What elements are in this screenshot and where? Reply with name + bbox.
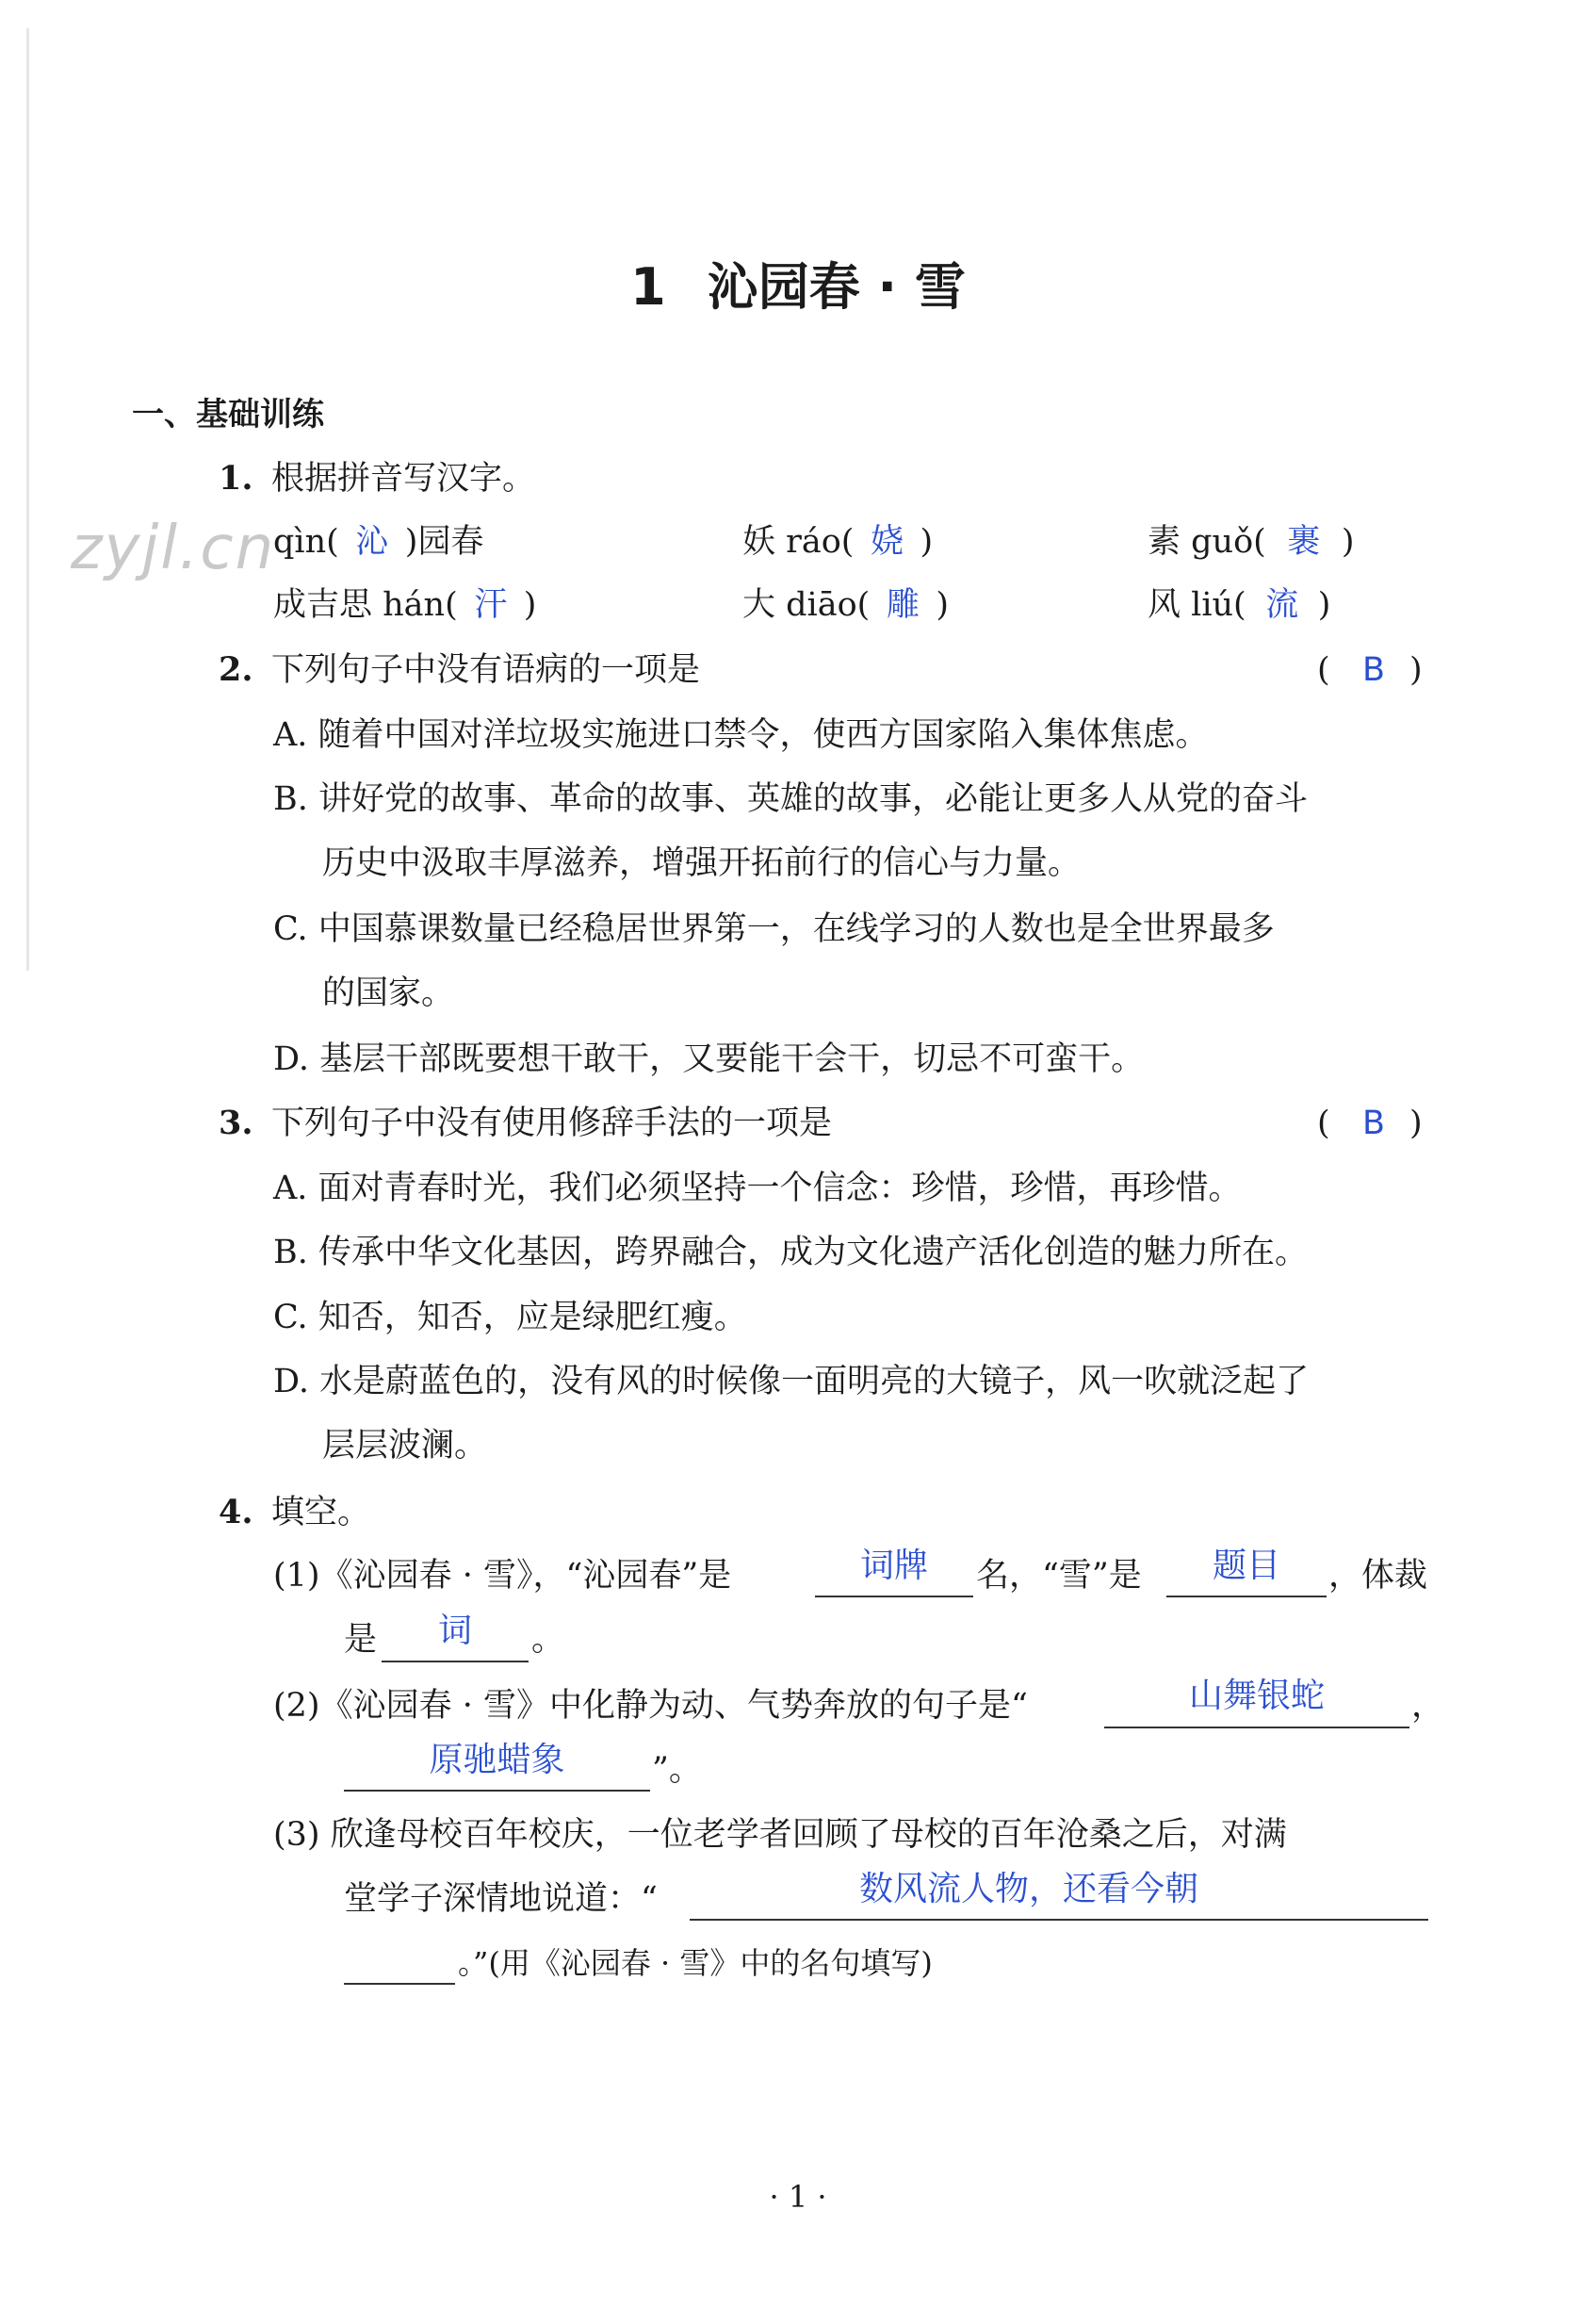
lesson-title — [0, 247, 1596, 319]
q1-text: 根据拼音写汉字。 — [271, 460, 536, 498]
q2-number: 2. — [219, 650, 253, 689]
watermark: zyjl.cn — [71, 514, 276, 583]
q4-number: 4. — [219, 1493, 253, 1531]
q4-p2-text-c: ”。 — [652, 1751, 702, 1789]
q4-p1-blank-3 — [382, 1661, 529, 1662]
q3-answer: B — [1361, 1105, 1385, 1142]
q3-stem — [219, 1100, 832, 1147]
lesson-title-text: 沁园春 · 雪 — [707, 257, 966, 317]
answer-1: 沁 — [355, 523, 389, 561]
q4-p2-text-b: ， — [1411, 1687, 1445, 1725]
q2-answer: B — [1361, 651, 1385, 689]
q4-text: 填空。 — [271, 1494, 371, 1531]
q2-stem — [219, 647, 700, 694]
q1-item-2: 妖 ráo( 娆 ) — [742, 518, 933, 565]
q3-option-d-cont: 层层波澜。 — [322, 1427, 488, 1465]
q4-p1-blank-2 — [1166, 1596, 1327, 1597]
q1-stem — [219, 455, 535, 502]
q4-p1-text-c: ，体裁 — [1328, 1557, 1428, 1595]
q4-p1-blank-1 — [815, 1596, 973, 1597]
q2-option-c-cont: 的国家。 — [322, 974, 455, 1012]
q4-p3-blank-line-1 — [690, 1919, 1428, 1921]
q4-p2-answer-2: 原驰蜡象 — [429, 1741, 565, 1779]
q1-item-1: qìn( 沁 )园春 — [273, 518, 483, 565]
q4-p1-answer-1: 词牌 — [859, 1547, 928, 1585]
q4-p1-text-a: (1)《沁园春 · 雪》，“沁园春”是 — [273, 1557, 732, 1595]
q1-number: 1. — [219, 459, 253, 498]
q4-p2-blank-1 — [1104, 1727, 1409, 1728]
q4-p1-text-d: 是 — [344, 1621, 378, 1659]
section-heading: 一、基础训练 — [132, 396, 324, 434]
q2-option-a: A. 随着中国对洋垃圾实施进口禁令，使西方国家陷入集体焦虑。 — [273, 716, 1209, 754]
q1-item-3: 素 guǒ( 裹 ) — [1148, 518, 1354, 565]
q4-p1-answer-2: 题目 — [1212, 1547, 1280, 1585]
q2-option-b-cont: 历史中汲取丰厚滋养，增强开拓前行的信心与力量。 — [322, 844, 1082, 882]
q4-stem — [219, 1489, 370, 1536]
q4-p3-blank-line-2 — [344, 1983, 455, 1985]
q4-p3-text-a: (3) 欣逢母校百年校庆，一位老学者回顾了母校的百年沧桑之后，对满 — [273, 1816, 1287, 1854]
answer-5: 雕 — [886, 586, 920, 624]
q4-p1-text-e: 。 — [531, 1621, 565, 1659]
q3-option-d: D. 水是蔚蓝色的，没有风的时候像一面明亮的大镜子，风一吹就泛起了 — [273, 1363, 1310, 1400]
q1-item-5: 大 diāo( 雕 ) — [742, 581, 949, 629]
q1-item-4: 成吉思 hán( 汗 ) — [273, 581, 536, 629]
q3-option-a: A. 面对青春时光，我们必须坚持一个信念：珍惜，珍惜，再珍惜。 — [273, 1170, 1242, 1207]
q3-text: 下列句子中没有使用修辞手法的一项是 — [271, 1105, 833, 1142]
answer-3: 裹 — [1287, 523, 1321, 561]
q4-p3-text-c: 。”(用《沁园春 · 雪》中的名句填写) — [458, 1945, 933, 1981]
q1-item-6: 风 liú( 流 ) — [1148, 581, 1330, 629]
binding-shadow — [26, 28, 29, 971]
q4-p2-answer-1: 山舞银蛇 — [1188, 1677, 1325, 1715]
q2-paren-close: ) — [1409, 651, 1423, 689]
q2-option-c: C. 中国慕课数量已经稳居世界第一，在线学习的人数也是全世界最多 — [273, 910, 1275, 948]
q3-option-c: C. 知否，知否，应是绿肥红瘦。 — [273, 1299, 747, 1336]
q4-p1-text-b: 名，“雪”是 — [976, 1557, 1142, 1595]
q3-option-b: B. 传承中华文化基因，跨界融合，成为文化遗产活化创造的魅力所在。 — [273, 1234, 1308, 1271]
q4-p2-text-a: (2)《沁园春 · 雪》中化静为动、气势奔放的句子是“ — [273, 1687, 1028, 1725]
answer-4: 汗 — [474, 586, 508, 624]
q4-p1-answer-3: 词 — [437, 1612, 472, 1650]
q4-p3-answer: 数风流人物，还看今朝 — [858, 1870, 1198, 1908]
lesson-number: 1 — [630, 257, 666, 317]
q4-p2-blank-2 — [344, 1790, 650, 1792]
page-number: · 1 · — [769, 2179, 827, 2215]
q3-paren-open: ( — [1317, 1105, 1330, 1142]
q3-paren-close: ) — [1409, 1105, 1423, 1142]
answer-6: 流 — [1265, 586, 1299, 624]
q2-paren-open: ( — [1317, 651, 1330, 689]
answer-2: 娆 — [870, 523, 904, 561]
q4-p3-text-b: 堂学子深情地说道：“ — [344, 1880, 658, 1918]
q2-option-b: B. 讲好党的故事、革命的故事、英雄的故事，必能让更多人从党的奋斗 — [273, 780, 1308, 818]
q3-number: 3. — [219, 1104, 253, 1142]
q2-option-d: D. 基层干部既要想干敢干，又要能干会干，切忌不可蛮干。 — [273, 1040, 1145, 1078]
q2-text: 下列句子中没有语病的一项是 — [271, 651, 701, 689]
